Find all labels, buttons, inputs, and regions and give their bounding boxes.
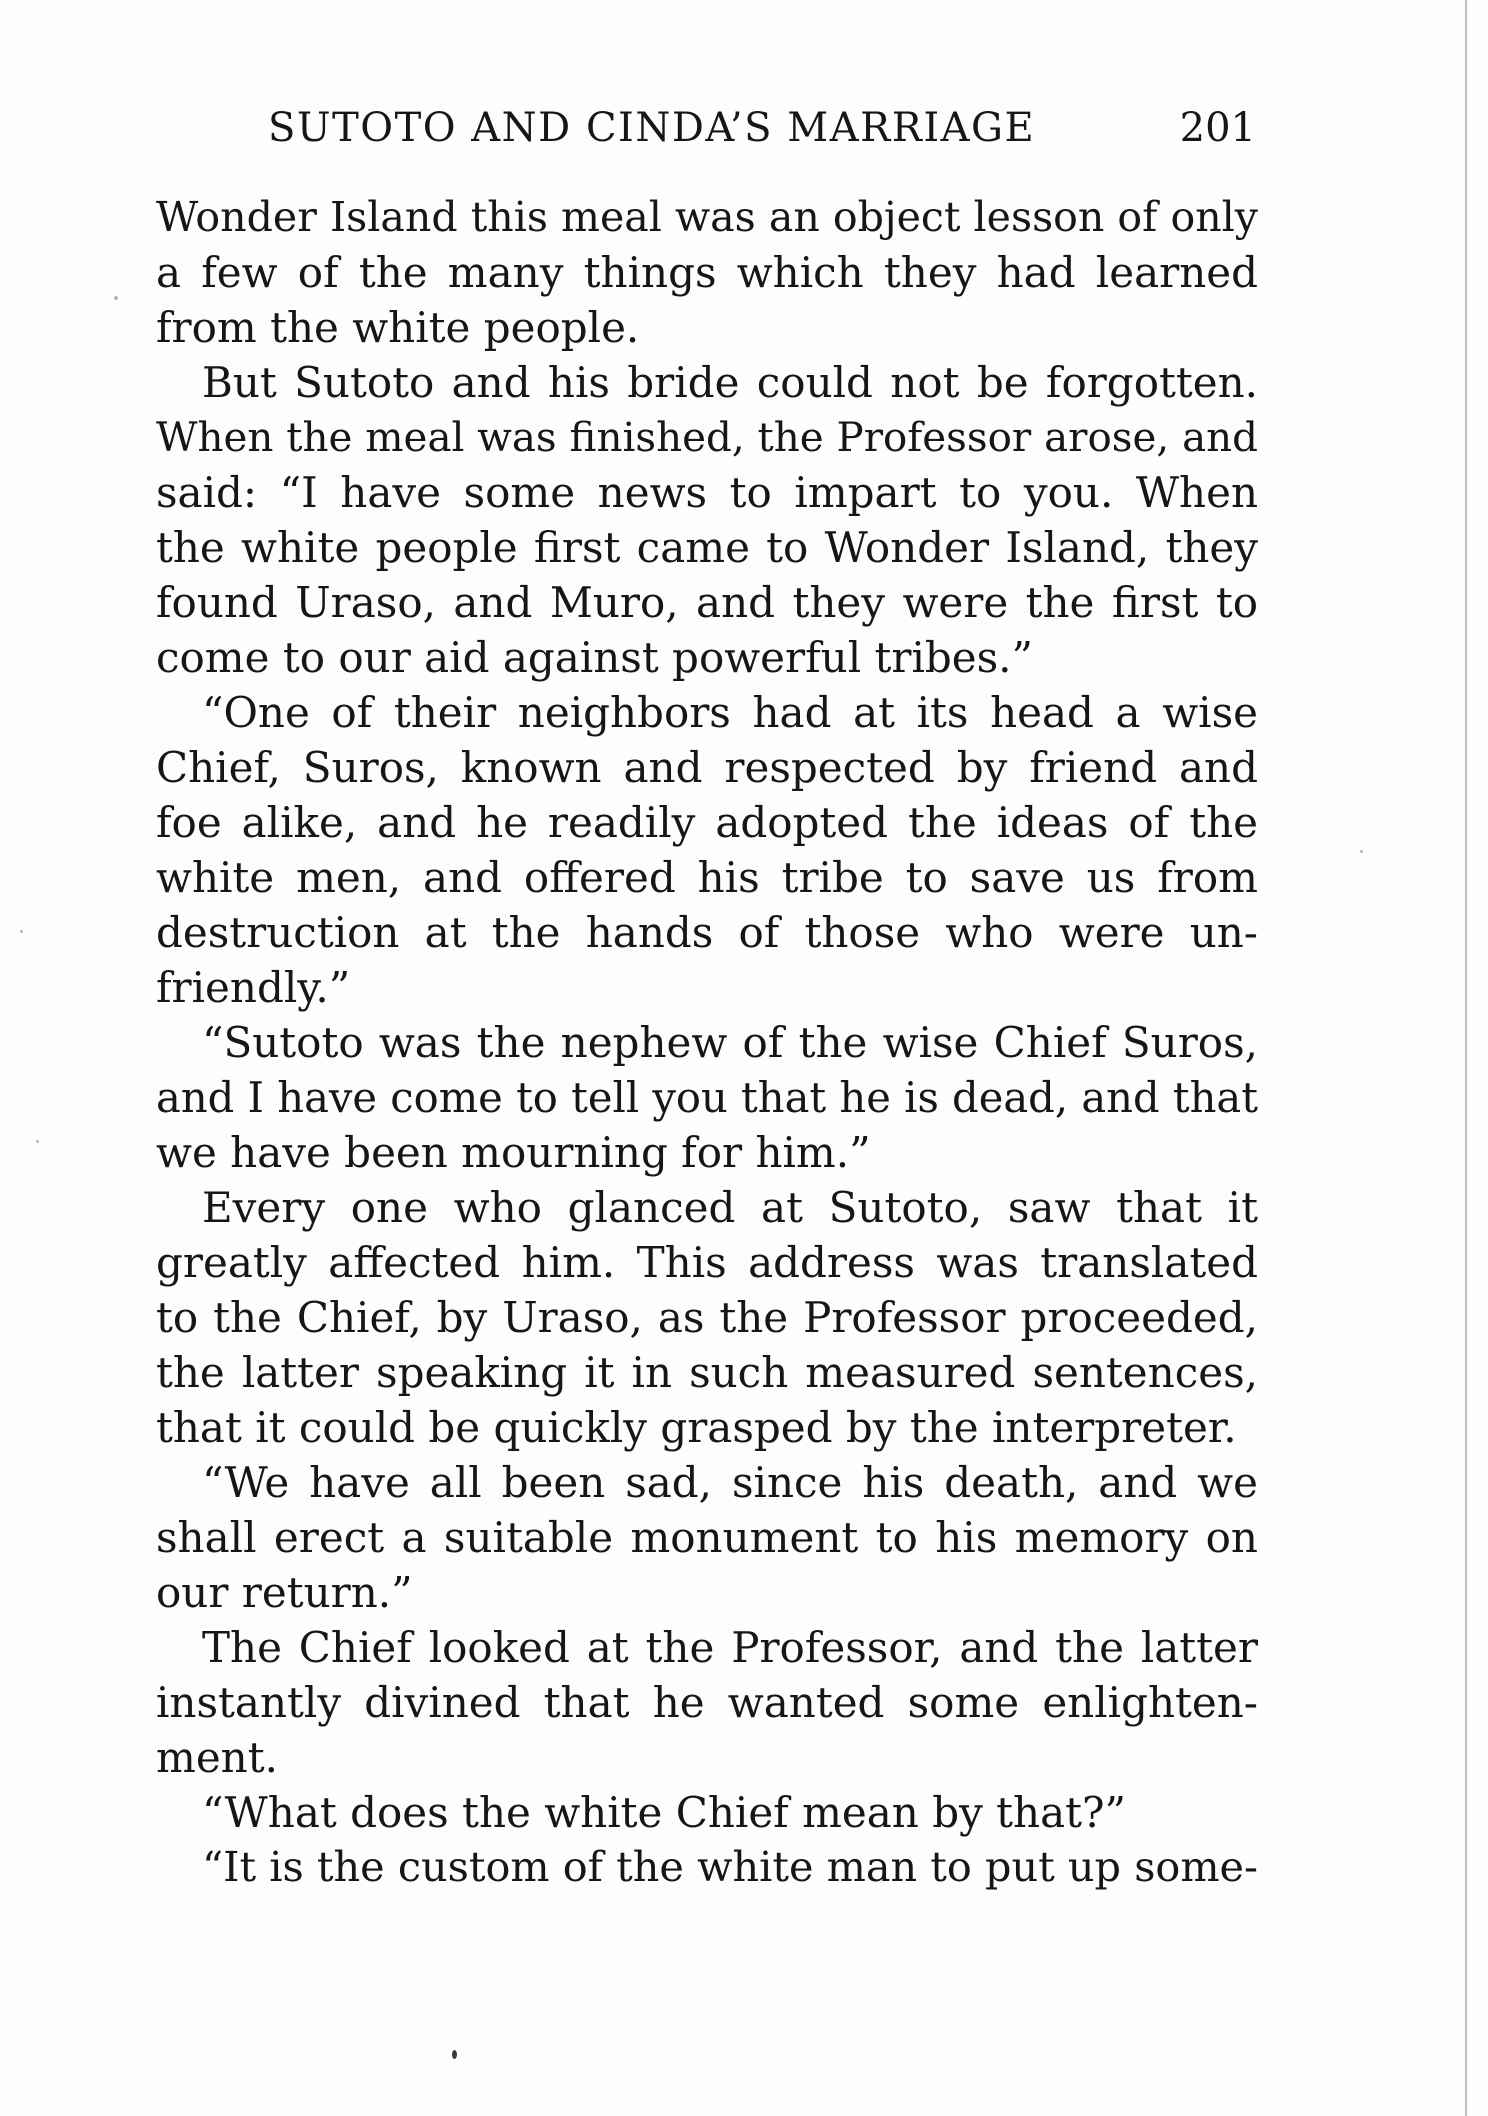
text-line: “Sutoto was the nephew of the wise Chief Suros, — [202, 1018, 1258, 1067]
text-line: that it could be quickly grasped by the interpreter. — [156, 1403, 1237, 1452]
text-line: the white people first came to Wonder Island, they — [156, 523, 1258, 572]
text-line: Wonder Island this meal was an object lesson of only — [156, 193, 1258, 241]
text-line: “We have all been sad, since his death, and we — [202, 1458, 1258, 1507]
page-number: 201 — [1179, 105, 1256, 151]
text-line: greatly affected him. This address was translated — [156, 1238, 1258, 1287]
text-line: instantly divined that he wanted some enlighten- — [156, 1678, 1258, 1727]
text-line: said: “I have some news to impart to you. When — [156, 468, 1258, 517]
text-line: destruction at the hands of those who were un- — [156, 908, 1258, 957]
text-line: friendly.” — [156, 963, 351, 1012]
text-line: ment. — [156, 1733, 278, 1782]
text-line: our return.” — [156, 1568, 413, 1617]
text-line: “One of their neighbors had at its head a wise — [202, 688, 1258, 737]
ink-speck — [36, 1140, 39, 1143]
text-line: and I have come to tell you that he is dead, and that — [156, 1073, 1258, 1122]
body-text — [156, 190, 1258, 1895]
text-line: shall erect a suitable monument to his memory on — [156, 1513, 1258, 1562]
text-line: a few of the many things which they had learned — [156, 248, 1258, 297]
text-line: white men, and offered his tribe to save us from — [156, 853, 1258, 902]
running-header — [268, 103, 1256, 153]
text-line: Chief, Suros, known and respected by friend and — [156, 743, 1258, 792]
text-line: When the meal was finished, the Professor arose, and — [156, 414, 1258, 461]
running-title: SUTOTO AND CINDA’S MARRIAGE — [268, 105, 1036, 151]
text-line: from the white people. — [156, 303, 640, 352]
text-line: found Uraso, and Muro, and they were the first to — [156, 578, 1258, 627]
ink-speck — [20, 930, 23, 933]
text-line: The Chief looked at the Professor, and the latter — [202, 1623, 1258, 1672]
text-line: “What does the white Chief mean by that?” — [202, 1788, 1126, 1837]
text-line: foe alike, and he readily adopted the ideas of the — [156, 798, 1258, 847]
page-edge-shadow — [1465, 0, 1467, 2116]
text-line: But Sutoto and his bride could not be forgotten. — [202, 358, 1258, 407]
text-line: “It is the custom of the white man to put up some- — [202, 1843, 1258, 1891]
text-line: to the Chief, by Uraso, as the Professor proceeded, — [156, 1293, 1258, 1342]
text-line: we have been mourning for him.” — [156, 1128, 871, 1177]
ink-speck — [1360, 850, 1363, 853]
text-line: come to our aid against powerful tribes.” — [156, 633, 1033, 682]
text-line: the latter speaking it in such measured sentences, — [156, 1348, 1258, 1397]
ink-speck — [114, 296, 118, 300]
text-line: Every one who glanced at Sutoto, saw that it — [202, 1183, 1258, 1232]
ink-speck — [452, 2050, 457, 2059]
